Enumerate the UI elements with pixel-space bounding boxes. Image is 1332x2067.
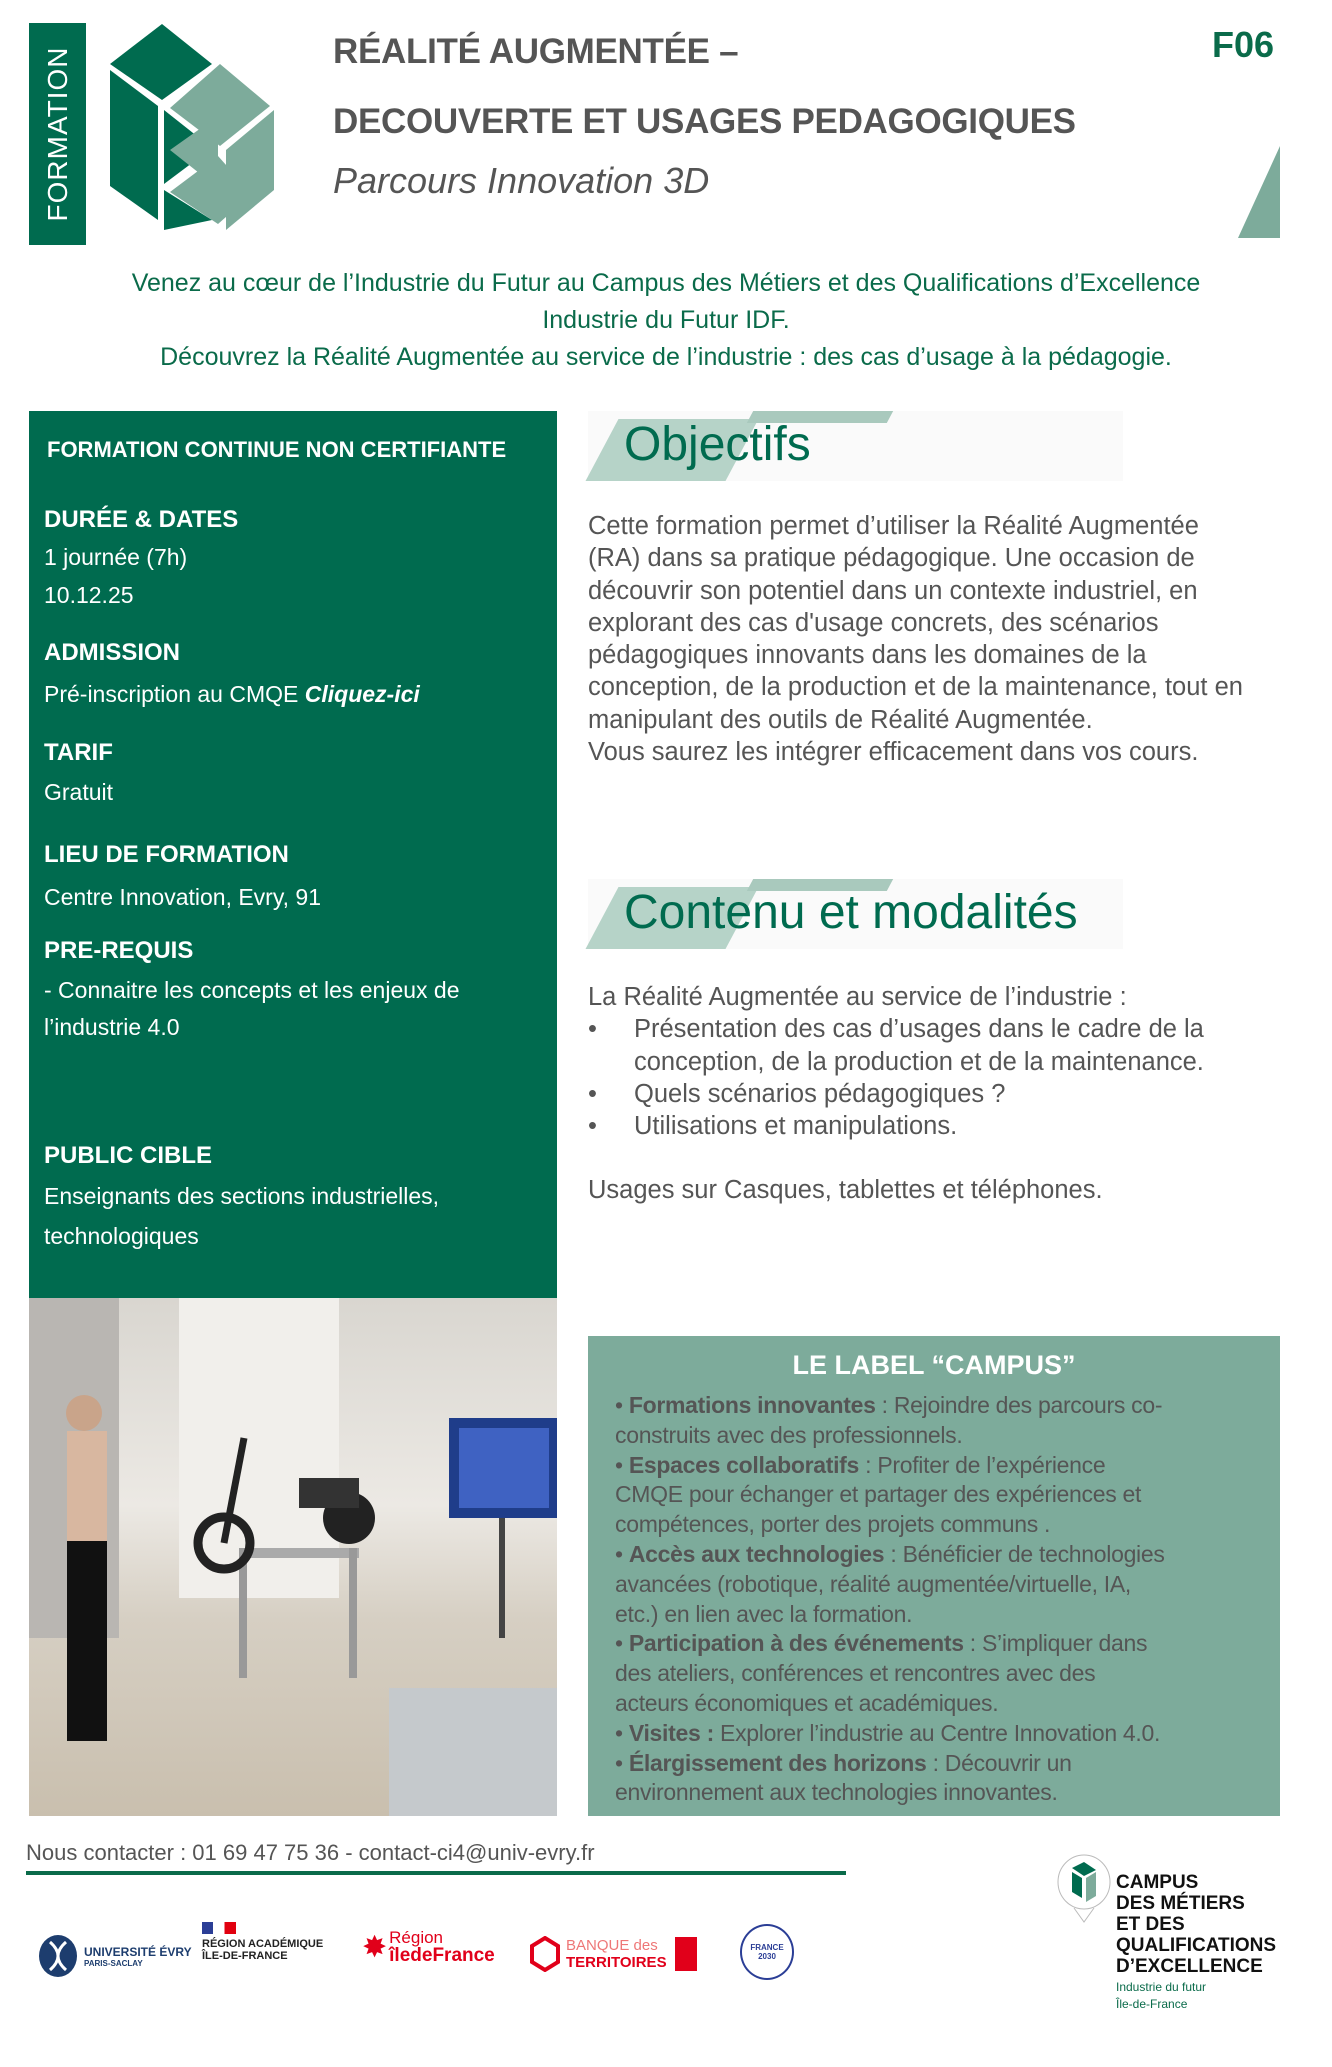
academie-text-2: ÎLE-DE-FRANCE: [202, 1950, 288, 1962]
logo-univ-evry: [38, 1934, 192, 1978]
text-line: (RA) dans sa pratique pédagogique. Une occasion de: [588, 544, 1195, 573]
label-title: LE LABEL “CAMPUS”: [792, 1350, 1076, 1380]
admission-text: [44, 681, 420, 708]
label-item-line: acteurs économiques et académiques.: [615, 1689, 999, 1716]
duree-duration: 1 journée (7h): [44, 544, 188, 570]
prerequis-line: - Connaitre les concepts et les enjeux de: [44, 977, 460, 1003]
public-title: PUBLIC CIBLE: [44, 1142, 212, 1169]
title-line-2: DECOUVERTE ET USAGES PEDAGOGIQUES: [333, 102, 1076, 141]
france-2030-logo: FRANCE 2030: [740, 1924, 794, 1980]
photo-illustration-icon: [29, 1298, 557, 1816]
title-line-1: RÉALITÉ AUGMENTÉE –: [333, 32, 739, 71]
label-item-title: Accès aux technologies: [628, 1540, 885, 1567]
bullet-icon: •: [588, 1015, 597, 1044]
univ-evry-icon: [38, 1934, 78, 1978]
subtitle: Parcours Innovation 3D: [333, 160, 710, 201]
campus-line: D’EXCELLENCE: [1116, 1956, 1263, 1977]
campus-line: QUALIFICATIONS: [1116, 1935, 1277, 1956]
label-item-line: avancées (robotique, réalité augmentée/virtuelle, IA,: [615, 1570, 1131, 1597]
prerequis-line: l’industrie 4.0: [44, 1014, 180, 1040]
divider: [26, 1871, 846, 1875]
label-item-text: : Bénéficier de technologies: [884, 1540, 1165, 1567]
logo-region-idf: [362, 1928, 495, 1967]
region-text-2: îledeFrance: [389, 1945, 495, 1966]
label-item-title: Espaces collaboratifs: [628, 1451, 860, 1478]
label-item: • Élargissement des horizons : Découvrir un: [615, 1749, 1072, 1776]
campus-line: CAMPUS: [1116, 1872, 1199, 1893]
univ-evry-text: UNIVERSITÉ ÉVRY: [84, 1944, 192, 1959]
banque-text-2: TERRITOIRES: [566, 1954, 667, 1971]
label-item-line: environnement aux technologies innovantes.: [615, 1779, 1058, 1806]
campus-badge-icon: [1056, 1854, 1112, 1924]
text-line: Cette formation permet d’utiliser la Réalité Augmentée: [588, 512, 1199, 540]
label-item: • Formations innovantes : Rejoindre des parcours co-: [615, 1392, 1163, 1418]
campus-line: ET DES: [1116, 1914, 1185, 1935]
corner-triangle-icon: [1238, 146, 1280, 238]
text-line: Vous saurez les intégrer efficacement dans vos cours.: [588, 738, 1199, 767]
bullet-line: conception, de la production et de la maintenance.: [634, 1047, 1204, 1076]
label-item-title: Visites :: [628, 1719, 714, 1746]
contenu-usages: Usages sur Casques, tablettes et téléphones.: [588, 1176, 1103, 1205]
tarif-title: TARIF: [44, 739, 113, 766]
bullet-item: [588, 1110, 1204, 1142]
label-item-title: Participation à des événements: [628, 1630, 964, 1657]
label-item: • Accès aux technologies : Bénéficier de technologies: [615, 1540, 1165, 1567]
campus-sub: Industrie du futur: [1116, 1980, 1207, 1994]
bullet-line: Quels scénarios pédagogiques ?: [634, 1079, 1006, 1108]
academie-text: RÉGION ACADÉMIQUE: [202, 1938, 324, 1950]
label-item-line: des ateliers, conférences et rencontres avec des: [615, 1660, 1096, 1687]
label-item-text: : Profiter de l’expérience: [859, 1451, 1106, 1478]
lieu-text: Centre Innovation, Evry, 91: [44, 884, 321, 910]
bullet-item: [588, 1078, 1204, 1110]
cdc-icon: [675, 1937, 697, 1971]
bullet-icon: •: [588, 1079, 597, 1108]
label-item: • Participation à des événements : S’impliquer dans: [615, 1630, 1148, 1657]
label-item-title: Formations innovantes: [628, 1392, 876, 1418]
tarif-text: Gratuit: [44, 779, 114, 805]
objectifs-header: [588, 411, 1123, 481]
hexagon-icon: [530, 1936, 560, 1972]
intro-line: Venez au cœur de l’Industrie du Futur au Campus des Métiers et des Qualifications d’Excellence: [131, 269, 1201, 297]
text-line: découvrir son potentiel dans un contexte industriel, en: [588, 576, 1198, 605]
admission-label: Pré-inscription au CMQE: [44, 681, 299, 707]
category-label: FORMATION: [41, 46, 73, 222]
contenu-intro: La Réalité Augmentée au service de l’industrie :: [588, 983, 1127, 1011]
lieu-title: LIEU DE FORMATION: [44, 841, 289, 868]
label-item-text: : S’impliquer dans: [963, 1630, 1148, 1657]
contenu-text: [588, 981, 1204, 1207]
panel-header: FORMATION CONTINUE NON CERTIFIANTE: [47, 437, 507, 462]
label-item: • Espaces collaboratifs : Profiter de l’expérience: [615, 1451, 1106, 1478]
prerequis-title: PRE-REQUIS: [44, 937, 194, 964]
label-item-line: CMQE pour échanger et partager des expériences et: [615, 1481, 1142, 1508]
register-link[interactable]: Cliquez-ici: [304, 681, 420, 707]
contenu-header: [588, 879, 1123, 949]
star-icon: ✸: [362, 1931, 388, 1964]
label-list: [615, 1391, 1165, 1808]
text-line: manipulant des outils de Réalité Augmentée.: [588, 705, 1093, 734]
campus-label-box: [588, 1336, 1280, 1816]
contenu-title: Contenu et modalités: [624, 886, 1078, 939]
cmqe-logo-icon: [108, 24, 300, 230]
label-item-text: : Découvrir un: [926, 1749, 1072, 1776]
univ-evry-sub: PARIS-SACLAY: [84, 1958, 143, 1968]
info-panel: [29, 411, 557, 1298]
bullet-icon: •: [588, 1112, 597, 1141]
logo-banque-territoires: [530, 1936, 697, 1972]
flag-icon: [202, 1922, 236, 1934]
formation-banner: [29, 23, 86, 245]
label-item: • Visites : Explorer l’industrie au Centre Innovation 4.0.: [615, 1719, 1161, 1746]
campus-logo: [1056, 1854, 1277, 2011]
text-line: pédagogiques innovants dans les domaines de la: [588, 641, 1147, 670]
bullet-item: [588, 1013, 1204, 1078]
label-item-line: construits avec des professionnels.: [615, 1421, 963, 1448]
label-item-title: Élargissement des horizons: [628, 1749, 927, 1776]
public-line: Enseignants des sections industrielles,: [44, 1183, 440, 1209]
banque-text: BANQUE des: [566, 1937, 658, 1954]
bullet-line: Utilisations et manipulations.: [634, 1112, 958, 1141]
duree-title: DURÉE & DATES: [44, 506, 239, 533]
label-item-line: etc.) en lien avec la formation.: [615, 1600, 913, 1627]
intro-text: [0, 265, 1332, 376]
label-item-line: compétences, porter des projets communs .: [615, 1511, 1051, 1538]
duree-date: 10.12.25: [44, 582, 134, 608]
public-line: technologiques: [44, 1223, 199, 1249]
campus-line: DES MÉTIERS: [1116, 1893, 1245, 1914]
label-item-text: : Rejoindre des parcours co-: [875, 1392, 1163, 1418]
course-code: F06: [1212, 24, 1275, 65]
text-line: explorant des cas d'usage concrets, des scénarios: [588, 608, 1159, 637]
bullet-line: Présentation des cas d’usages dans le cadre de la: [634, 1015, 1204, 1044]
campus-sub: Île-de-France: [1116, 1997, 1188, 2011]
objectifs-text: [588, 510, 1243, 768]
workshop-photo: [29, 1298, 557, 1816]
text-line: conception, de la production et de la maintenance, tout en: [588, 673, 1243, 702]
label-item-text: Explorer l’industrie au Centre Innovation 4.0.: [713, 1719, 1161, 1746]
region-text: Région: [389, 1928, 444, 1947]
contact-info: Nous contacter : 01 69 47 75 36 - contact-ci4@univ-evry.fr: [26, 1840, 595, 1865]
admission-title: ADMISSION: [44, 639, 181, 666]
intro-line: Découvrez la Réalité Augmentée au service de l’industrie : des cas d’usage à la pédagogie.: [160, 343, 1172, 371]
objectifs-title: Objectifs: [624, 418, 811, 471]
logo-region-academique: [202, 1922, 323, 1962]
intro-line: Industrie du Futur IDF.: [542, 306, 790, 334]
